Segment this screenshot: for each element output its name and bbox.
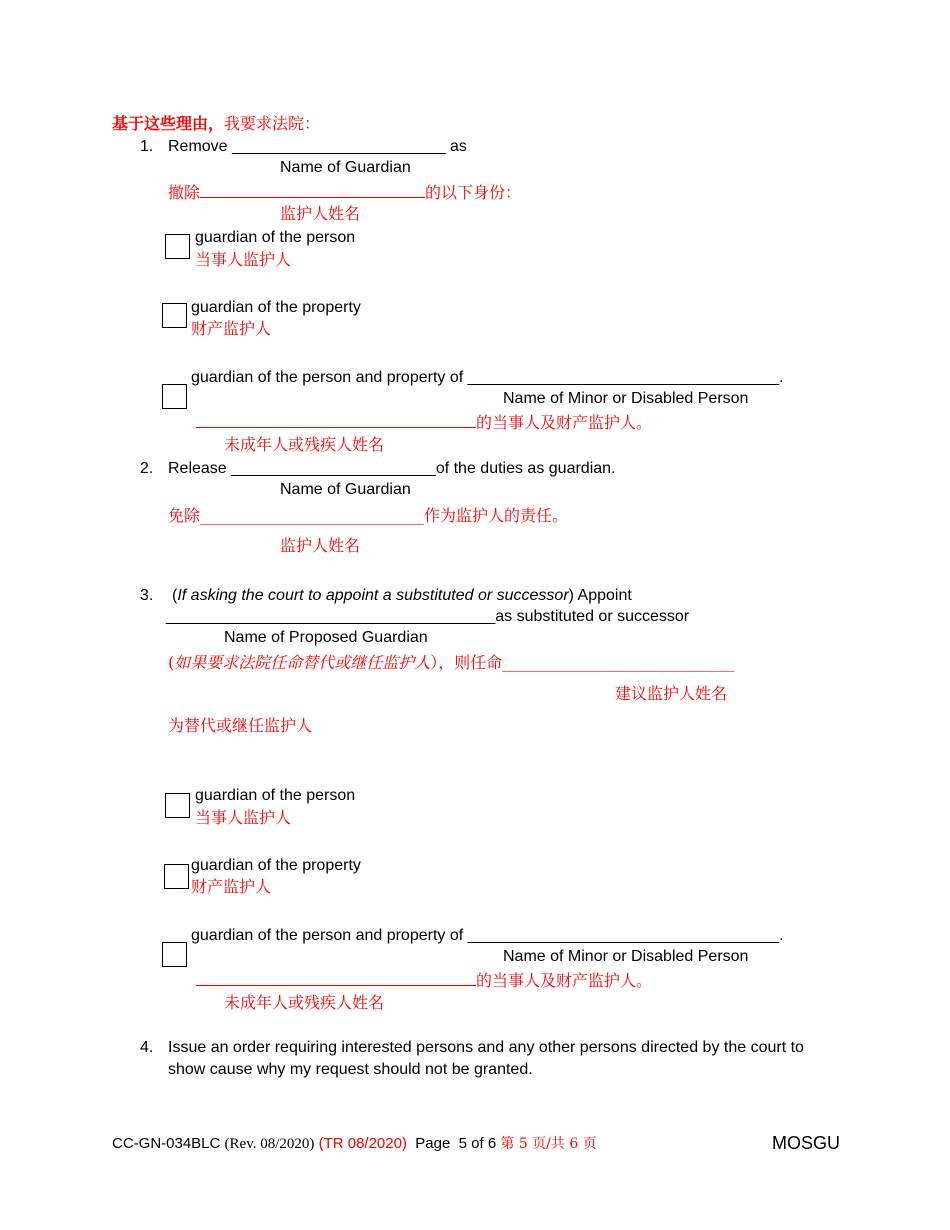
item3-text: (If asking the court to appoint a substituted or successor) Appoint (172, 587, 632, 604)
cn-rest: ），则任命_____________________________ (430, 653, 735, 672)
option-cn-caption: 未成年人或残疾人姓名 (224, 435, 385, 454)
item1-caption: Name of Guardian (280, 159, 411, 176)
page-number: Page 5 of 6 (415, 1135, 497, 1152)
option-label: guardian of the person and property of ___________________________________. (191, 927, 784, 944)
item3-caption: Name of Proposed Guardian (224, 629, 428, 646)
item2-text: Release _______________________of the duties as guardian. (168, 460, 616, 477)
name-line (196, 411, 476, 428)
item1-text: Remove ________________________ as (168, 138, 467, 155)
item3-cn-line: 为替代或继任监护人 (168, 716, 313, 735)
item4-line1: Issue an order requiring interested persons and any other persons directed by the court to (168, 1039, 804, 1056)
option-cn (196, 969, 652, 991)
item1-cn (168, 181, 521, 203)
item-number: 3. (140, 587, 154, 604)
option-label: guardian of the person (195, 787, 356, 804)
checkbox-guardian-person-property[interactable] (162, 384, 187, 409)
option-cn (196, 411, 652, 433)
item4-line2: show cause why my request should not be granted. (168, 1061, 533, 1078)
item3-appoint: ) Appoint (568, 587, 632, 604)
item3-cn: (如果要求法院任命替代或继任监护人），则任命_____________________________ (168, 653, 735, 672)
option-caption: Name of Minor or Disabled Person (503, 948, 749, 965)
option-label-cn: 当事人监护人 (195, 808, 292, 827)
cn-post: 的当事人及财产监护人。 (476, 971, 653, 990)
page-number-cn: 第 5 页/共 6 页 (500, 1136, 597, 1152)
option-label-cn: 当事人监护人 (195, 250, 292, 269)
option-label-cn: 财产监护人 (191, 877, 272, 896)
footer-brand: MOSGU (772, 1133, 841, 1153)
checkbox-guardian-person[interactable] (165, 793, 190, 818)
checkbox-guardian-property[interactable] (164, 864, 189, 889)
item2-cn: 免除____________________________作为监护人的责任。 (168, 506, 569, 525)
option-label-cn: 财产监护人 (191, 319, 272, 338)
item3-italic: If asking the court to appoint a substituted or successor (177, 587, 569, 604)
name-line (196, 969, 476, 986)
item3-line2: _____________________________________as substituted or successor (166, 608, 690, 625)
item2-caption: Name of Guardian (280, 481, 411, 498)
translation-revision: (TR 08/2020) (318, 1135, 407, 1152)
item-number: 1. (140, 138, 154, 155)
name-line (200, 181, 425, 198)
item1-cn-caption: 监护人姓名 (280, 204, 361, 223)
heading-rest: 我要求法院： (224, 114, 321, 133)
option-cn-caption: 未成年人或残疾人姓名 (224, 993, 385, 1012)
item3-cn-caption: 建议监护人姓名 (615, 684, 728, 703)
heading-bold: 基于这些理由， (112, 114, 225, 133)
option-label: guardian of the person (195, 229, 356, 246)
footer (112, 1134, 597, 1154)
item-number: 2. (140, 460, 154, 477)
cn-italic: 如果要求法院任命替代或继任监护人 (174, 653, 431, 672)
option-label: guardian of the person and property of ___________________________________. (191, 369, 784, 386)
option-label: guardian of the property (191, 857, 361, 874)
form-number: CC-GN-034BLC (112, 1135, 221, 1152)
checkbox-guardian-property[interactable] (162, 303, 187, 328)
item-number: 4. (140, 1039, 154, 1056)
section-heading (112, 114, 320, 134)
item2-cn-caption: 监护人姓名 (280, 536, 361, 555)
option-caption: Name of Minor or Disabled Person (503, 390, 749, 407)
checkbox-guardian-person[interactable] (165, 234, 190, 259)
checkbox-guardian-person-property[interactable] (162, 942, 187, 967)
option-label: guardian of the property (191, 299, 361, 316)
cn-pre: 撤除 (168, 183, 201, 202)
cn-post: 的当事人及财产监护人。 (476, 413, 653, 432)
revision: (Rev. 08/2020) (224, 1136, 315, 1152)
cn-post: 的以下身份： (425, 183, 522, 202)
